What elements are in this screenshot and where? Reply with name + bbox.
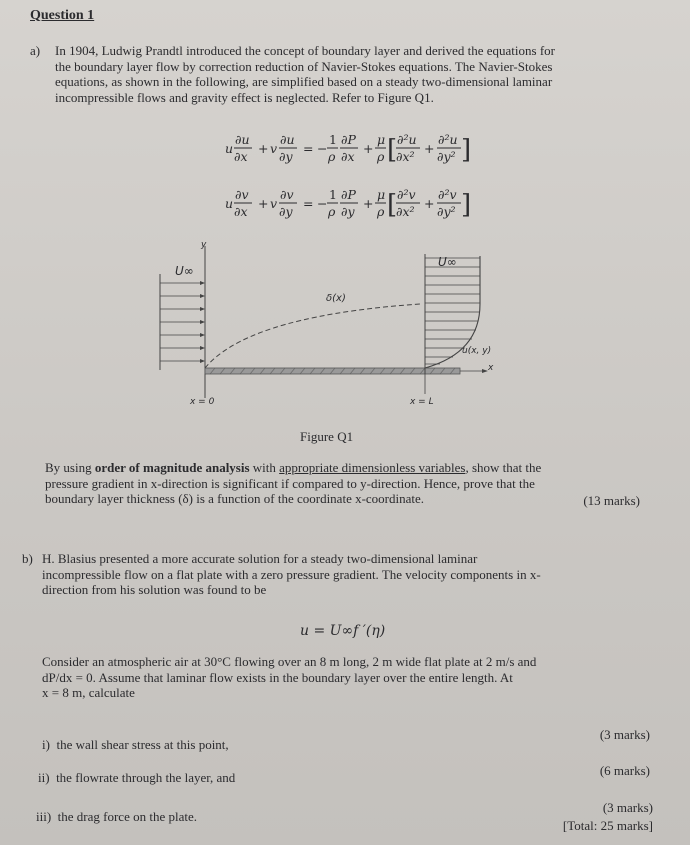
sub-question-iii-marks: (3 marks) xyxy=(602,800,653,815)
svg-text:+: + xyxy=(363,196,374,211)
svg-text:∂u: ∂u xyxy=(280,132,295,147)
part-b-intro: H. Blasius presented a more accurate solution for a steady two-dimensional laminar incompressible flow on a flat plate with a zero pressure gradient. The velocity components in x- direction from his solution was found to be xyxy=(42,551,541,597)
svg-text:∂y: ∂y xyxy=(279,149,293,164)
y-axis-label: y xyxy=(201,240,207,250)
svg-text:∂y: ∂y xyxy=(279,204,293,219)
svg-text:∂y²: ∂y² xyxy=(437,204,456,219)
svg-text:∂x²: ∂x² xyxy=(396,204,415,219)
svg-text:∂y²: ∂y² xyxy=(437,149,456,164)
svg-text:∂v: ∂v xyxy=(235,187,249,202)
svg-text:v: v xyxy=(270,196,278,211)
svg-text:∂x²: ∂x² xyxy=(396,149,415,164)
svg-text:u: u xyxy=(225,141,234,156)
part-a-intro: In 1904, Ludwig Prandtl introduced the concept of boundary layer and derived the equations for the boundary layer flow by correction reduction of Navier-Stokes equations. The Navier-Stokes equations, as shown in the following, are simplified based on a steady two-dimensional laminar incompressible flows and gravity effect is neglected. Refer to Figure Q1. xyxy=(55,43,555,105)
svg-text:∂P: ∂P xyxy=(341,187,356,202)
svg-text:ρ: ρ xyxy=(328,204,336,219)
part-b-label: b) xyxy=(22,551,33,566)
svg-text:]: ] xyxy=(461,135,472,165)
blasius-equation: u = U∞f ′(η) xyxy=(300,623,386,639)
svg-text:=: = xyxy=(303,196,314,211)
svg-text:ρ: ρ xyxy=(328,149,336,164)
svg-text:∂v: ∂v xyxy=(280,187,294,202)
xL-label: x = L xyxy=(410,397,434,407)
svg-text:1: 1 xyxy=(329,132,337,147)
navier-stokes-equations xyxy=(180,118,510,233)
svg-text:u: u xyxy=(225,196,234,211)
svg-text:−: − xyxy=(317,196,328,211)
part-a-task: By using order of magnitude analysis with appropriate dimensionless variables, show that the pressure gradient in x-direction is significant if compared to y-direction. Hence, prove that the boundary layer thickness (δ) is a function of the coordinate x-coordinate. xyxy=(45,460,542,506)
part-b-context: Consider an atmospheric air at 30°C flowing over an 8 m long, 2 m wide flat plate at 2 m/s and dP/dx = 0. Assume that laminar flow exists in the boundary layer over the entire length. At x = 8 m, calculate xyxy=(42,654,537,700)
svg-text:∂²v: ∂²v xyxy=(438,187,457,202)
svg-text:ρ: ρ xyxy=(377,149,385,164)
total-marks: [Total: 25 marks] xyxy=(562,818,653,833)
svg-text:+: + xyxy=(258,196,269,211)
sub-question-ii: ii) the flowrate through the layer, and xyxy=(38,770,236,785)
svg-text:]: ] xyxy=(461,190,472,220)
svg-text:∂x: ∂x xyxy=(234,204,248,219)
svg-text:+: + xyxy=(363,141,374,156)
svg-text:∂y: ∂y xyxy=(341,204,355,219)
x-axis-label: x xyxy=(488,363,494,373)
delta-label: δ(x) xyxy=(326,293,346,304)
svg-text:∂²v: ∂²v xyxy=(397,187,416,202)
svg-text:∂P: ∂P xyxy=(341,132,356,147)
part-a-marks: (13 marks) xyxy=(583,493,640,508)
svg-text:∂x: ∂x xyxy=(234,149,248,164)
svg-text:∂²u: ∂²u xyxy=(438,132,458,147)
question-heading: Question 1 xyxy=(30,8,95,23)
svg-text:μ: μ xyxy=(377,132,386,147)
svg-text:v: v xyxy=(270,141,278,156)
freestream-right-label: U∞ xyxy=(438,255,457,269)
svg-text:1: 1 xyxy=(329,187,337,202)
x0-label: x = 0 xyxy=(190,397,215,407)
svg-text:∂²u: ∂²u xyxy=(397,132,417,147)
svg-text:+: + xyxy=(424,141,435,156)
sub-question-ii-marks: (6 marks) xyxy=(599,763,650,778)
svg-text:+: + xyxy=(258,141,269,156)
svg-text:−: − xyxy=(317,141,328,156)
figure-caption: Figure Q1 xyxy=(300,429,354,444)
svg-text:∂u: ∂u xyxy=(235,132,250,147)
svg-text:[: [ xyxy=(387,190,398,220)
sub-question-iii: iii) the drag force on the plate. xyxy=(36,809,197,824)
sub-question-i: i) the wall shear stress at this point, xyxy=(42,737,229,752)
svg-text:ρ: ρ xyxy=(377,204,385,219)
svg-text:[: [ xyxy=(387,135,398,165)
svg-text:=: = xyxy=(303,141,314,156)
freestream-left-label: U∞ xyxy=(175,264,194,278)
velocity-profile-label: u(x, y) xyxy=(462,346,492,356)
part-a-label: a) xyxy=(30,43,41,58)
svg-text:∂x: ∂x xyxy=(341,149,355,164)
svg-text:μ: μ xyxy=(377,187,386,202)
sub-question-i-marks: (3 marks) xyxy=(599,727,650,742)
svg-text:+: + xyxy=(424,196,435,211)
